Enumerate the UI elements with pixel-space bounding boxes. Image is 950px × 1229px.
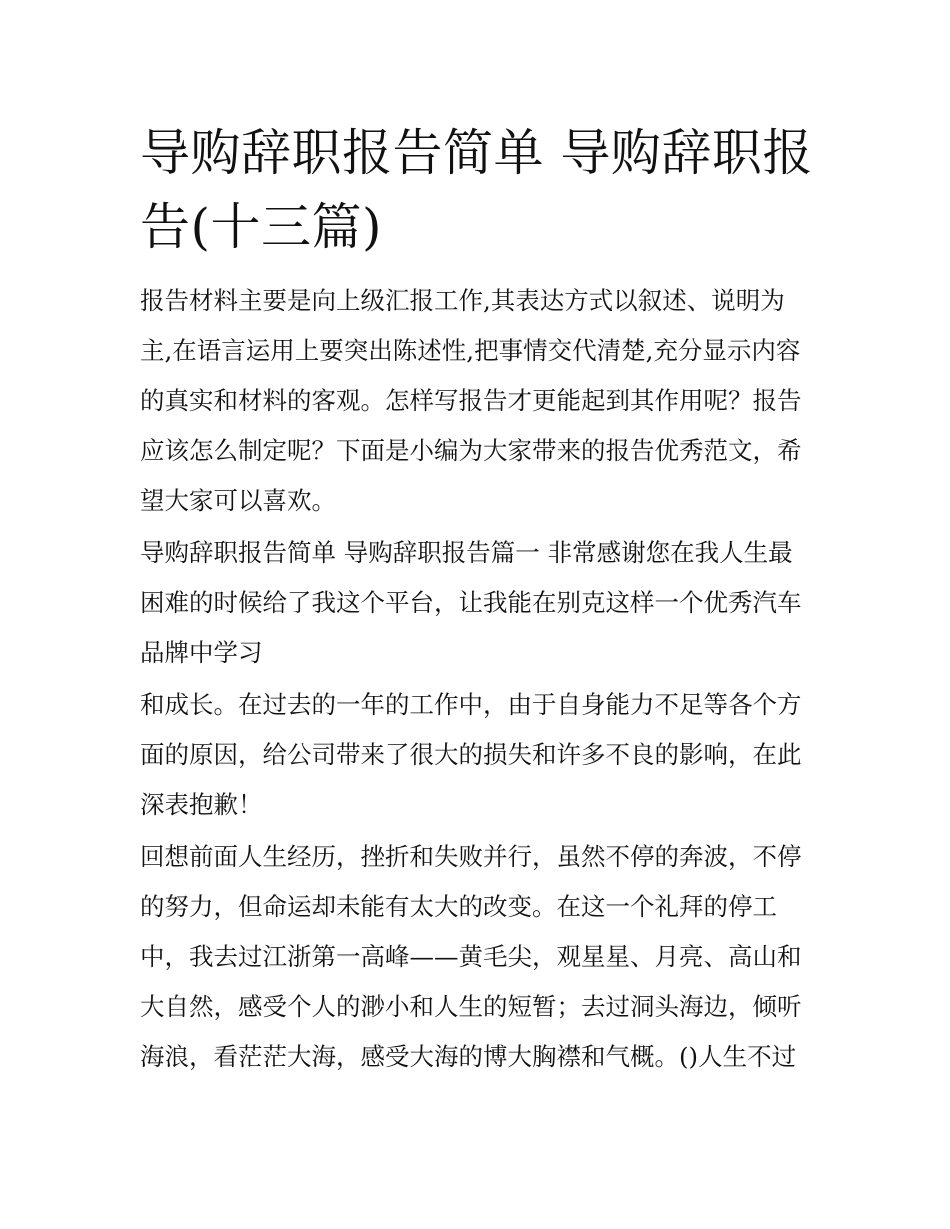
text-line: 困难的时候给了我这个平台，让我能在别克这样一个优秀汽车 [140,588,802,617]
text-line: 深表抱歉！ [140,790,263,819]
text-line: 导购辞职报告简单 导购辞职报告篇一 非常感谢您在我人生最 [140,538,793,567]
text-line: 的真实和材料的客观。怎样写报告才更能起到其作用呢？报告 [140,386,802,415]
text-line: 大自然，感受个人的渺小和人生的短暂；去过洞头海边，倾听 [140,992,802,1021]
text-line: 望大家可以喜欢。 [140,486,336,515]
text-line: 回想前面人生经历，挫折和失败并行，虽然不停的奔波，不停 [140,842,802,871]
text-line: 主,在语言运用上要突出陈述性,把事情交代清楚,充分显示内容 [140,336,801,365]
text-line: 应该怎么制定呢？下面是小编为大家带来的报告优秀范文，希 [140,436,802,465]
text-line: 面的原因，给公司带来了很大的损失和许多不良的影响，在此 [140,740,802,769]
text-line: 中，我去过江浙第一高峰——黄毛尖，观星星、月亮、高山和 [140,942,802,971]
text-line: 报告材料主要是向上级汇报工作,其表达方式以叙述、说明为 [140,286,785,315]
text-line: 和成长。在过去的一年的工作中，由于自身能力不足等各个方 [140,690,802,719]
text-line: 品牌中学习 [140,638,263,667]
document-title: 导购辞职报告简单 导购辞职报告(十三篇) [140,124,813,256]
text-line: 海浪，看茫茫大海，感受大海的博大胸襟和气概。()人生不过 [140,1042,797,1071]
text-line: 的努力，但命运却未能有太大的改变。在这一个礼拜的停工 [140,892,777,921]
